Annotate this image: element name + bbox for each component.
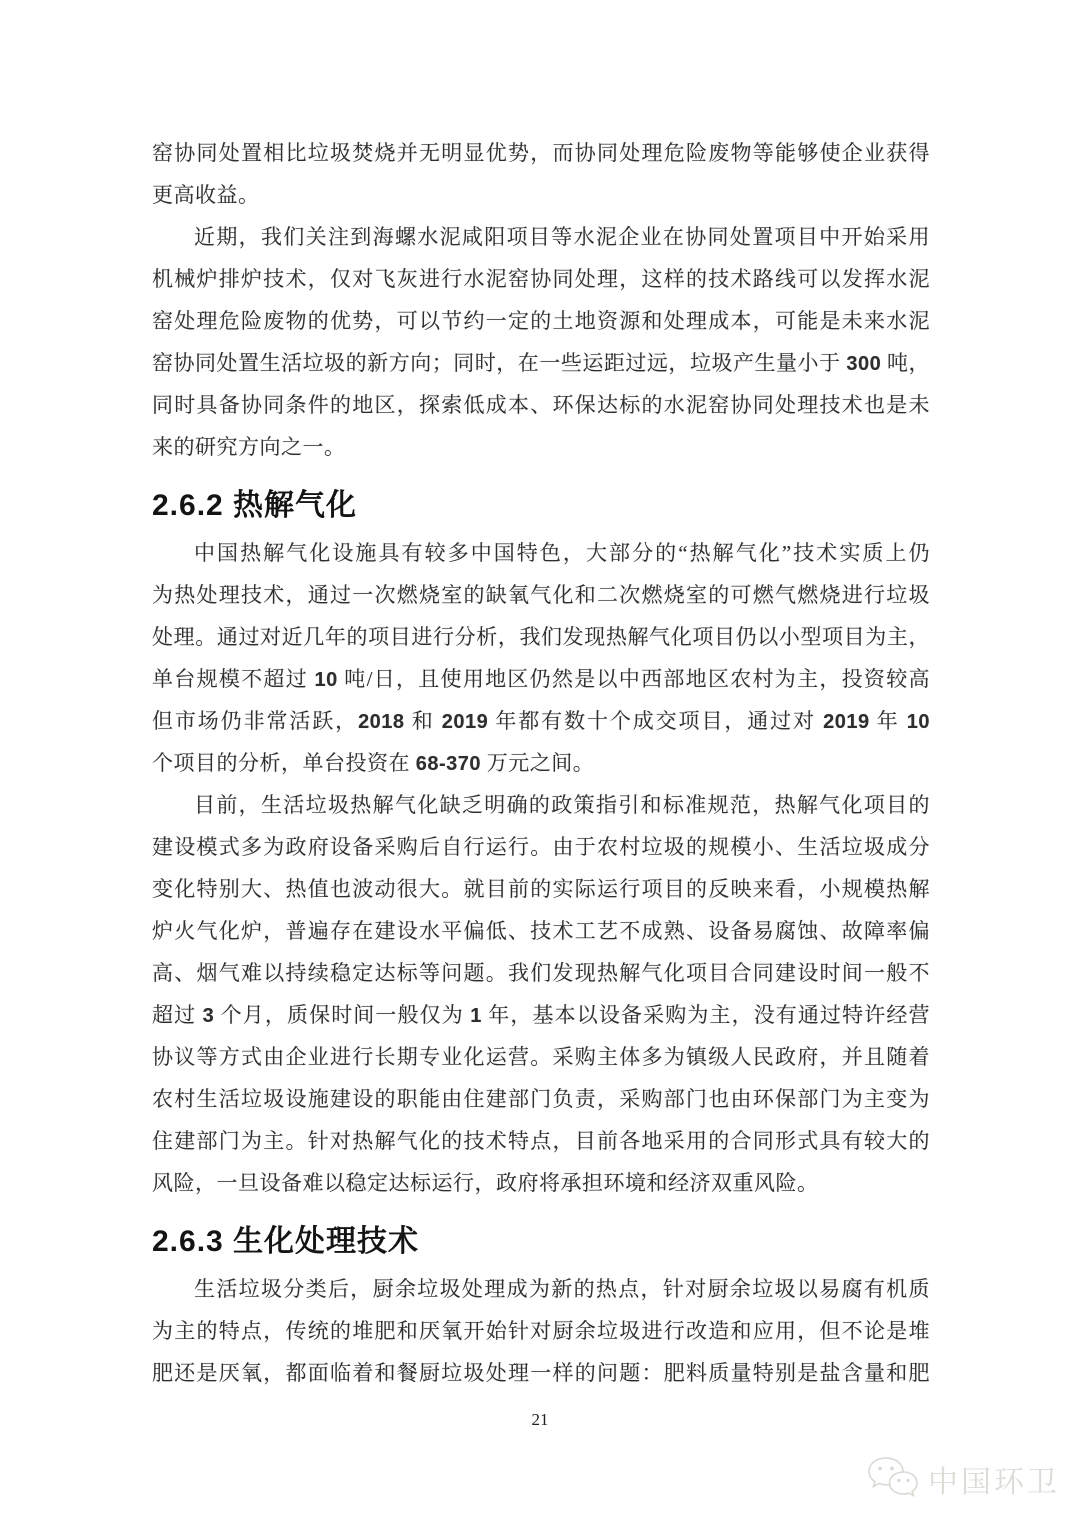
paragraph bbox=[152, 532, 930, 784]
paragraph bbox=[152, 784, 930, 1204]
text-line: 生活垃圾分类后，厨余垃圾处理成为新的热点，针对厨余垃圾以易腐有机质 bbox=[194, 1277, 930, 1301]
paragraph bbox=[152, 132, 930, 216]
text-line: 窑协同处置相比垃圾焚烧并无明显优势，而协同处理危险废物等能够使企业获得 bbox=[152, 141, 930, 165]
text-line: 变化特别大、热值也波动很大。就目前的实际运行项目的反映来看，小规模热解 bbox=[152, 877, 930, 901]
watermark-label: 中国环卫 bbox=[928, 1466, 1060, 1499]
section-heading: 2.6.3 生化处理技术 bbox=[152, 1225, 420, 1258]
wechat-icon bbox=[866, 1456, 920, 1502]
text-line: 窑处理危险废物的优势，可以节约一定的土地资源和处理成本，可能是未来水泥 bbox=[152, 309, 930, 333]
text-line: 建设模式多为政府设备采购后自行运行。由于农村垃圾的规模小、生活垃圾成分 bbox=[152, 835, 930, 859]
document-body bbox=[152, 132, 930, 1394]
text-line: 机械炉排炉技术，仅对飞灰进行水泥窑协同处理，这样的技术路线可以发挥水泥 bbox=[152, 267, 930, 291]
text-line: 更高收益。 bbox=[152, 183, 260, 207]
text-line: 同时具备协同条件的地区，探索低成本、环保达标的水泥窑协同处理技术也是未 bbox=[152, 393, 930, 417]
text-line: 个项目的分析，单台投资在 68-370 万元之间。 bbox=[152, 751, 595, 775]
text-line: 目前，生活垃圾热解气化缺乏明确的政策指引和标准规范，热解气化项目的 bbox=[194, 793, 930, 817]
text-line: 炉火气化炉，普遍存在建设水平偏低、技术工艺不成熟、设备易腐蚀、故障率偏 bbox=[152, 919, 930, 943]
text-line: 肥还是厌氧，都面临着和餐厨垃圾处理一样的问题：肥料质量特别是盐含量和肥 bbox=[152, 1361, 930, 1385]
text-line: 来的研究方向之一。 bbox=[152, 435, 346, 459]
text-line: 高、烟气难以持续稳定达标等问题。我们发现热解气化项目合同建设时间一般不 bbox=[152, 961, 930, 985]
text-line: 单台规模不超过 10 吨/日，且使用地区仍然是以中西部地区农村为主，投资较高 bbox=[152, 667, 930, 691]
text-line: 为热处理技术，通过一次燃烧室的缺氧气化和二次燃烧室的可燃气燃烧进行垃圾 bbox=[152, 583, 930, 607]
page-number: 21 bbox=[531, 1410, 549, 1429]
text-line: 农村生活垃圾设施建设的职能由住建部门负责，采购部门也由环保部门为主变为 bbox=[152, 1087, 930, 1111]
watermark bbox=[866, 1456, 1060, 1502]
text-line: 协议等方式由企业进行长期专业化运营。采购主体多为镇级人民政府，并且随着 bbox=[152, 1045, 930, 1069]
text-line: 中国热解气化设施具有较多中国特色，大部分的“热解气化”技术实质上仍 bbox=[194, 541, 930, 565]
section-heading: 2.6.2 热解气化 bbox=[152, 489, 358, 522]
text-line: 为主的特点，传统的堆肥和厌氧开始针对厨余垃圾进行改造和应用，但不论是堆 bbox=[152, 1319, 930, 1343]
text-line: 住建部门为主。针对热解气化的技术特点，目前各地采用的合同形式具有较大的 bbox=[152, 1129, 930, 1153]
text-line: 窑协同处置生活垃圾的新方向；同时，在一些运距过远，垃圾产生量小于 300 吨， bbox=[152, 351, 930, 375]
text-line: 但市场仍非常活跃，2018 和 2019 年都有数十个成交项目，通过对 2019 年 10 bbox=[152, 709, 930, 733]
paragraph bbox=[152, 216, 930, 468]
text-line: 风险，一旦设备难以稳定达标运行，政府将承担环境和经济双重风险。 bbox=[152, 1171, 819, 1195]
text-line: 超过 3 个月，质保时间一般仅为 1 年，基本以设备采购为主，没有通过特许经营 bbox=[152, 1003, 930, 1027]
text-line: 处理。通过对近几年的项目进行分析，我们发现热解气化项目仍以小型项目为主， bbox=[152, 625, 930, 649]
paragraph bbox=[152, 1268, 930, 1394]
text-line: 近期，我们关注到海螺水泥咸阳项目等水泥企业在协同处置项目中开始采用 bbox=[194, 225, 930, 249]
